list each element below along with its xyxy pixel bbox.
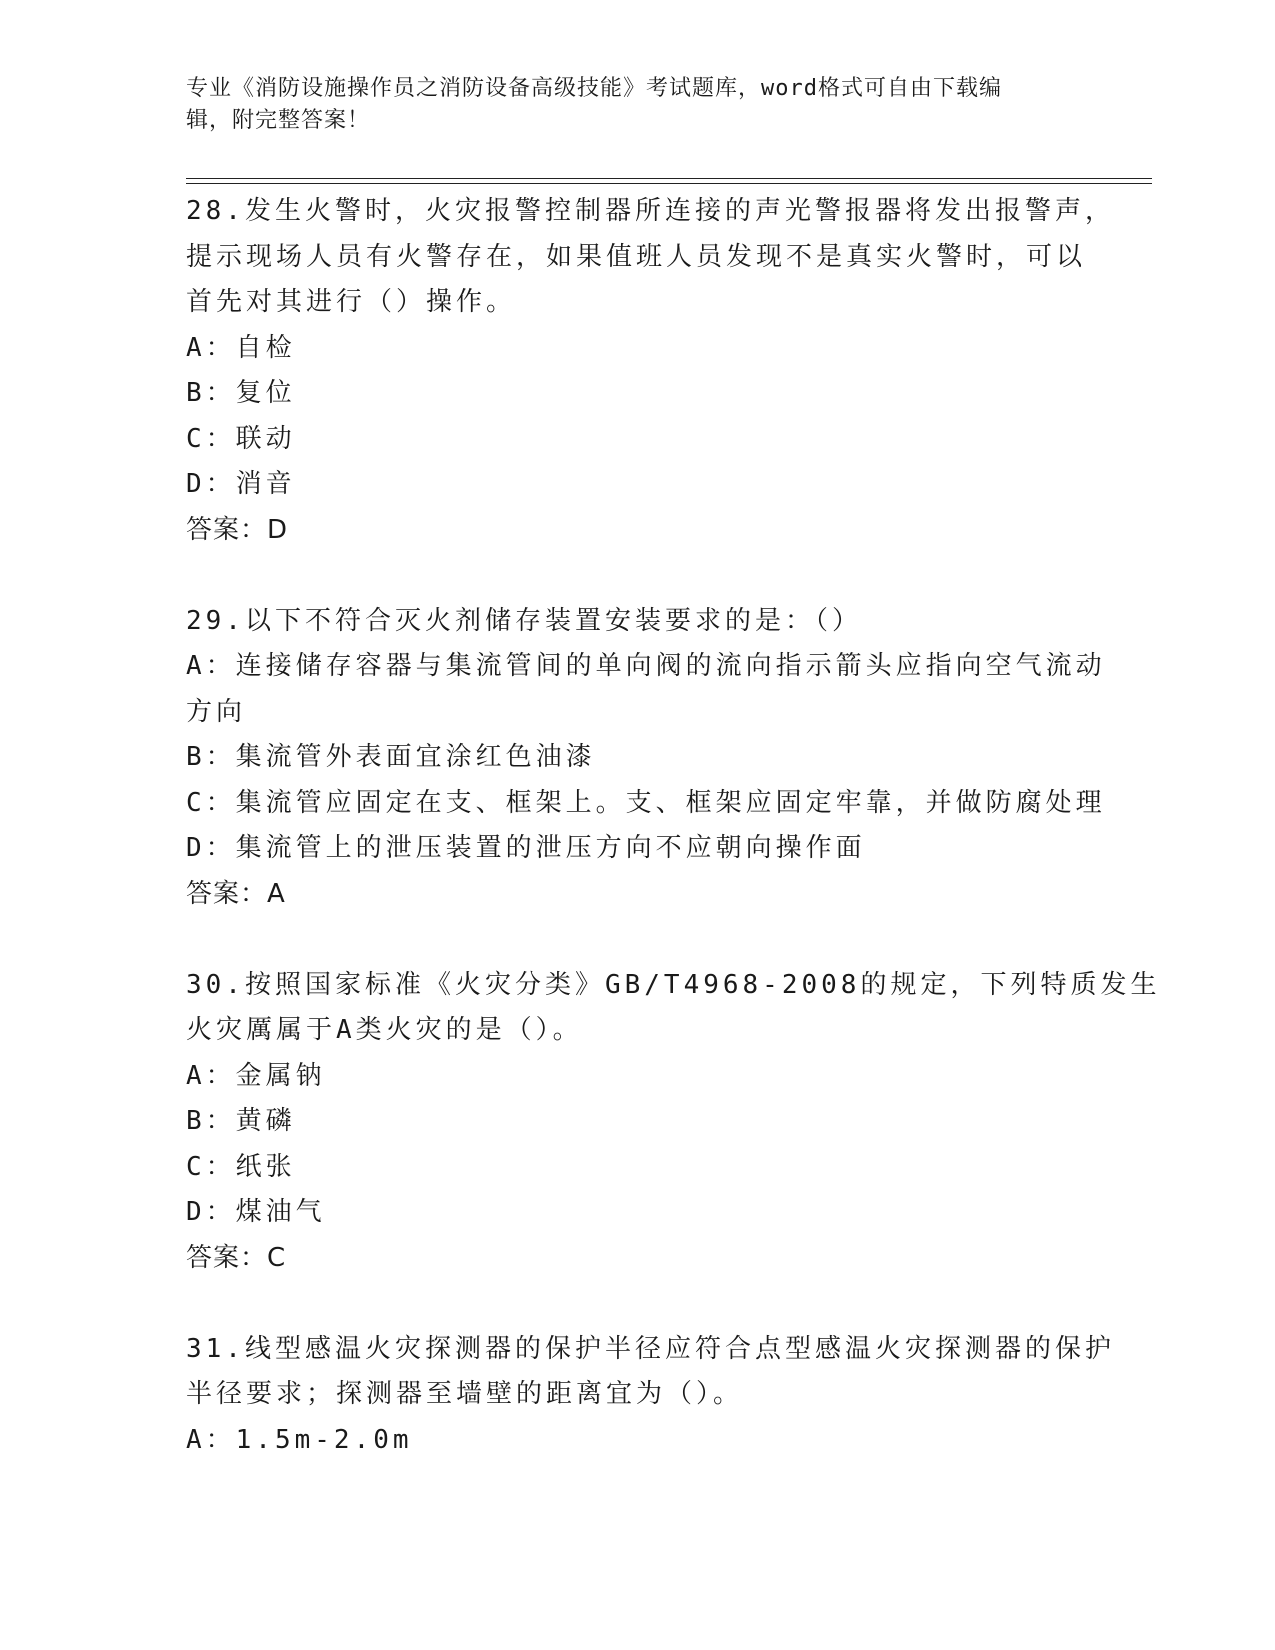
question-spacer <box>186 553 1086 599</box>
option-c: C：集流管应固定在支、框架上。支、框架应固定牢靠，并做防腐处理 <box>186 787 1106 818</box>
option-a-continuation: 方向 <box>186 696 247 727</box>
question-stem-line: 首先对其进行（）操作。 <box>186 287 517 317</box>
option-b: B：集流管外表面宜涂红色油漆 <box>186 742 596 772</box>
option-a: A：1.5m-2.0m <box>186 1424 413 1455</box>
option-c: C：联动 <box>186 423 296 454</box>
question-spacer <box>186 917 1086 963</box>
question-stem-line: 半径要求；探测器至墙壁的距离宜为（）。 <box>186 1379 744 1409</box>
question-stem-line: 提示现场人员有火警存在，如果值班人员发现不是真实火警时，可以 <box>186 241 1087 272</box>
question-28 <box>186 189 1115 508</box>
question-stem-line: 29.以下不符合灭火剂储存装置安装要求的是：（） <box>186 605 862 636</box>
question-stem-line: 28.发生火警时，火灾报警控制器所连接的声光警报器将发出报警声， <box>186 196 1115 226</box>
option-b: B：黄磷 <box>186 1106 296 1136</box>
option-a: A：金属钠 <box>186 1060 326 1091</box>
answer-29: 答案：A <box>186 878 286 909</box>
option-a: A：连接储存容器与集流管间的单向阀的流向指示箭头应指向空气流动 <box>186 651 1106 681</box>
header-divider-bottom <box>186 183 1152 184</box>
question-spacer <box>186 1281 1086 1327</box>
question-stem-line: 火灾厲属于A类火灾的是（）。 <box>186 1015 583 1045</box>
question-stem-line: 30.按照国家标准《火灾分类》GB/T4968-2008的规定，下列特质发生 <box>186 969 1161 1000</box>
answer-30: 答案：C <box>186 1242 287 1273</box>
header-divider-top <box>186 178 1152 179</box>
option-c: C：纸张 <box>186 1151 296 1182</box>
question-30 <box>186 963 1161 1236</box>
question-stem-line: 31.线型感温火灾探测器的保护半径应符合点型感温火灾探测器的保护 <box>186 1333 1115 1364</box>
option-b: B：复位 <box>186 378 296 408</box>
header-line-1: 专业《消防设施操作员之消防设备高级技能》考试题库，word格式可自由下载编 <box>186 76 1002 101</box>
option-d: D：消音 <box>186 469 296 499</box>
document-header <box>186 73 1066 137</box>
header-line-2: 辑，附完整答案！ <box>186 108 371 133</box>
question-31 <box>186 1327 1115 1464</box>
answer-28: 答案：D <box>186 514 289 545</box>
option-d: D：集流管上的泄压装置的泄压方向不应朝向操作面 <box>186 833 866 863</box>
option-a: A：自检 <box>186 332 296 363</box>
option-d: D：煤油气 <box>186 1197 326 1227</box>
question-list <box>186 189 1161 1463</box>
question-29 <box>186 599 1106 872</box>
